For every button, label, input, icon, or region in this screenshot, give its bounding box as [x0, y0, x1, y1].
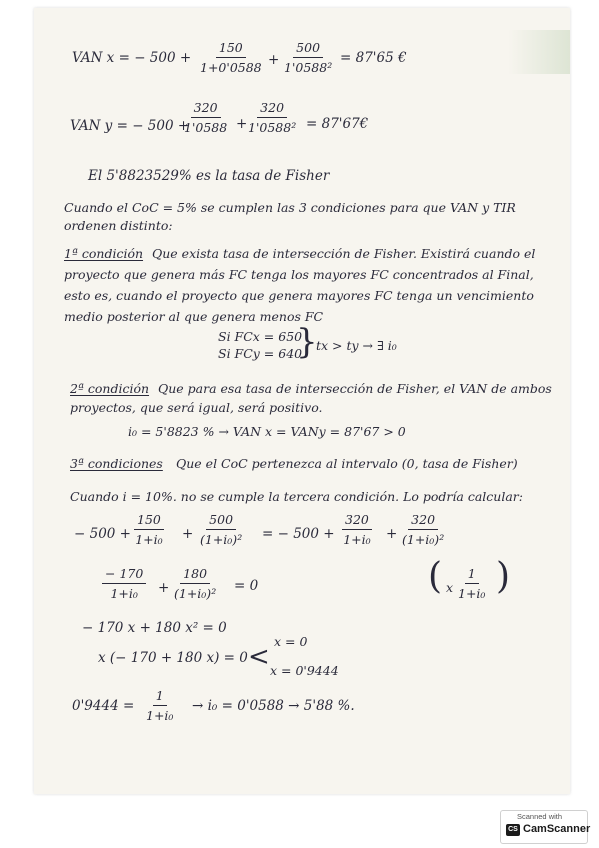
eq1-fraction-1: $\frac{150}{\text{1+i₀}}$	[135, 512, 163, 547]
vany-plus: +	[236, 116, 248, 132]
condition-3-line-1: Que el CoC pertenezca al intervalo (0, tasa de Fisher)	[176, 456, 518, 471]
condition-1-heading: 1ª condición	[64, 246, 144, 261]
eq5-result: → i₀ = 0'0588 → 5'88 %.	[192, 698, 355, 714]
camscanner-logo-icon: CS	[506, 824, 520, 836]
eq1-fraction-4: $\frac{320}{\text{(1+i₀)²}}$	[402, 512, 445, 547]
eq2-side-fraction: $\frac{1}{\text{1+i₀}}$	[458, 566, 486, 601]
condition-1-brace: }	[296, 322, 318, 362]
eq4-root-1: x = 0	[274, 634, 308, 649]
vanx-result: = 87'65 €	[340, 50, 407, 66]
scanned-with-label: Scanned with	[517, 812, 563, 821]
vany-fraction-2: $\frac{320}{\text{1'0588²}}$	[248, 100, 297, 135]
condition-1-conclusion: tx > ty → ∃ i₀	[316, 338, 397, 353]
eq1-mid: = − 500 +	[262, 526, 335, 542]
condition-3-heading: 3ª condiciones	[70, 456, 163, 471]
condition-1-line-1: Que exista tasa de intersección de Fisher. Existirá cuando el	[152, 246, 536, 261]
condition-1-sfcy: Si FCy = 640	[218, 346, 303, 361]
eq2-side-close-paren: )	[496, 556, 511, 597]
eq4-root-2: x = 0'9444	[270, 663, 339, 678]
eq5-fraction: $\frac{1}{\text{1+i₀}}$	[146, 688, 174, 723]
vany-result: = 87'67€	[306, 116, 369, 132]
eq4-branch: <	[248, 642, 270, 672]
eq2-side-open-paren: (	[428, 556, 443, 597]
coc-line-2: ordenen distinto:	[64, 218, 173, 233]
eq1-fraction-2: $\frac{500}{\text{(1+i₀)²}}$	[200, 512, 243, 547]
eq2-side-x: x	[446, 580, 454, 595]
vany-lhs: VAN y = − 500 +	[70, 118, 190, 134]
vanx-plus: +	[268, 52, 280, 68]
eq2-fraction-1: $\frac{- 170}{\text{1+i₀}}$	[102, 566, 146, 601]
camscanner-name: CamScanner	[523, 823, 591, 835]
margin-tab	[508, 30, 570, 74]
condition-1-line-2: proyecto que genera más FC tenga los mayores FC concentrados al Final,	[64, 267, 534, 282]
eq4: x (− 170 + 180 x) = 0	[98, 650, 248, 666]
eq1-plus-2: +	[386, 526, 398, 542]
eq1-fraction-3: $\frac{320}{\text{1+i₀}}$	[343, 512, 371, 547]
eq2-fraction-2: $\frac{180}{\text{(1+i₀)²}}$	[174, 566, 217, 601]
condition-2-line-1: Que para esa tasa de intersección de Fisher, el VAN de ambos	[158, 381, 552, 396]
condition-2-heading: 2ª condición	[70, 381, 150, 396]
fisher-rate: El 5'8823529% es la tasa de Fisher	[88, 168, 330, 184]
eq5-lhs: 0'9444 =	[72, 698, 135, 714]
condition-1-line-3: esto es, cuando el proyecto que genera mayores FC tenga un vencimiento	[64, 288, 534, 303]
eq3: − 170 x + 180 x² = 0	[82, 620, 227, 636]
eq2-plus: +	[158, 580, 170, 596]
vanx-fraction-1: $\frac{150}{1+0'0588}$	[200, 40, 262, 75]
condition-1-line-4: medio posterior al que genera menos FC	[64, 309, 324, 324]
vanx-fraction-2: $\frac{500}{\text{1'0588²}}$	[284, 40, 333, 75]
vanx-lhs: VAN x = − 500 +	[72, 50, 192, 66]
eq2-rhs: = 0	[234, 578, 259, 594]
coc-line-1: Cuando el CoC = 5% se cumplen las 3 condiciones para que VAN y TIR	[64, 200, 516, 215]
vany-fraction-1: $\frac{320}{1'0588}$	[184, 100, 228, 135]
scanned-page	[34, 8, 570, 794]
camscanner-badge	[500, 810, 591, 844]
condition-2-line-3: i₀ = 5'8823 % → VAN x = VANy = 87'67 > 0	[128, 424, 406, 439]
condition-2-line-2: proyectos, que será igual, será positivo.	[70, 400, 323, 415]
when-line: Cuando i = 10%. no se cumple la tercera condición. Lo podría calcular:	[70, 489, 523, 504]
eq1-lhs: − 500 +	[74, 526, 131, 542]
condition-1-sfcx: Si FCx = 650	[218, 329, 303, 344]
eq1-plus-1: +	[182, 526, 194, 542]
